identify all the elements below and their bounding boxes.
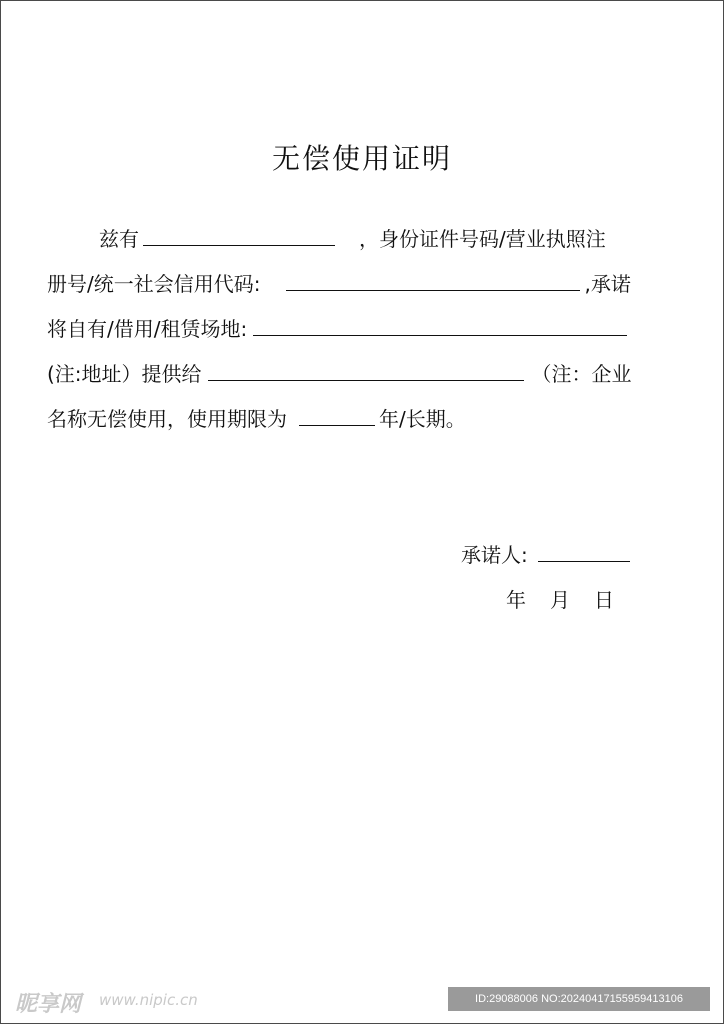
company-blank[interactable] (208, 360, 524, 381)
watermark-url: www.nipic.cn (99, 991, 198, 1009)
line5-prefix: 名称无偿使用，使用期限为 (47, 407, 287, 431)
line2-suffix: ,承诺 (584, 272, 631, 296)
line4-suffix: （注：企业 (531, 362, 632, 386)
credit-code-blank[interactable] (286, 270, 580, 291)
address-blank[interactable] (253, 315, 627, 336)
paragraph-line-4 (47, 360, 632, 388)
document-title: 无偿使用证明 (271, 142, 452, 175)
paragraph-line-1 (99, 225, 606, 253)
line2-prefix: 册号/统一社会信用代码: (47, 272, 261, 296)
line1-prefix: 兹有 (99, 227, 139, 251)
date-line (506, 586, 614, 614)
paragraph-line-2 (47, 270, 631, 298)
line3-prefix: 将自有/借用/租赁场地: (47, 317, 248, 341)
paragraph-line-5 (47, 405, 466, 433)
date-day: 日 (594, 588, 614, 612)
signature-line (461, 541, 630, 569)
date-year: 年 (506, 588, 526, 612)
name-blank[interactable] (143, 225, 335, 246)
line4-prefix: (注:地址）提供给 (47, 362, 202, 386)
date-month: 月 (550, 588, 570, 612)
paragraph-line-3 (47, 315, 627, 343)
signature-blank[interactable] (538, 541, 630, 562)
line1-suffix: ，身份证件号码/营业执照注 (359, 227, 606, 251)
period-blank[interactable] (299, 405, 375, 426)
signature-label: 承诺人: (461, 543, 528, 567)
line5-suffix: 年/长期。 (379, 407, 466, 431)
image-id-badge: ID:29088006 NO:20240417155959413106 (448, 987, 710, 1011)
watermark-logo: 昵享网 (15, 992, 82, 1017)
